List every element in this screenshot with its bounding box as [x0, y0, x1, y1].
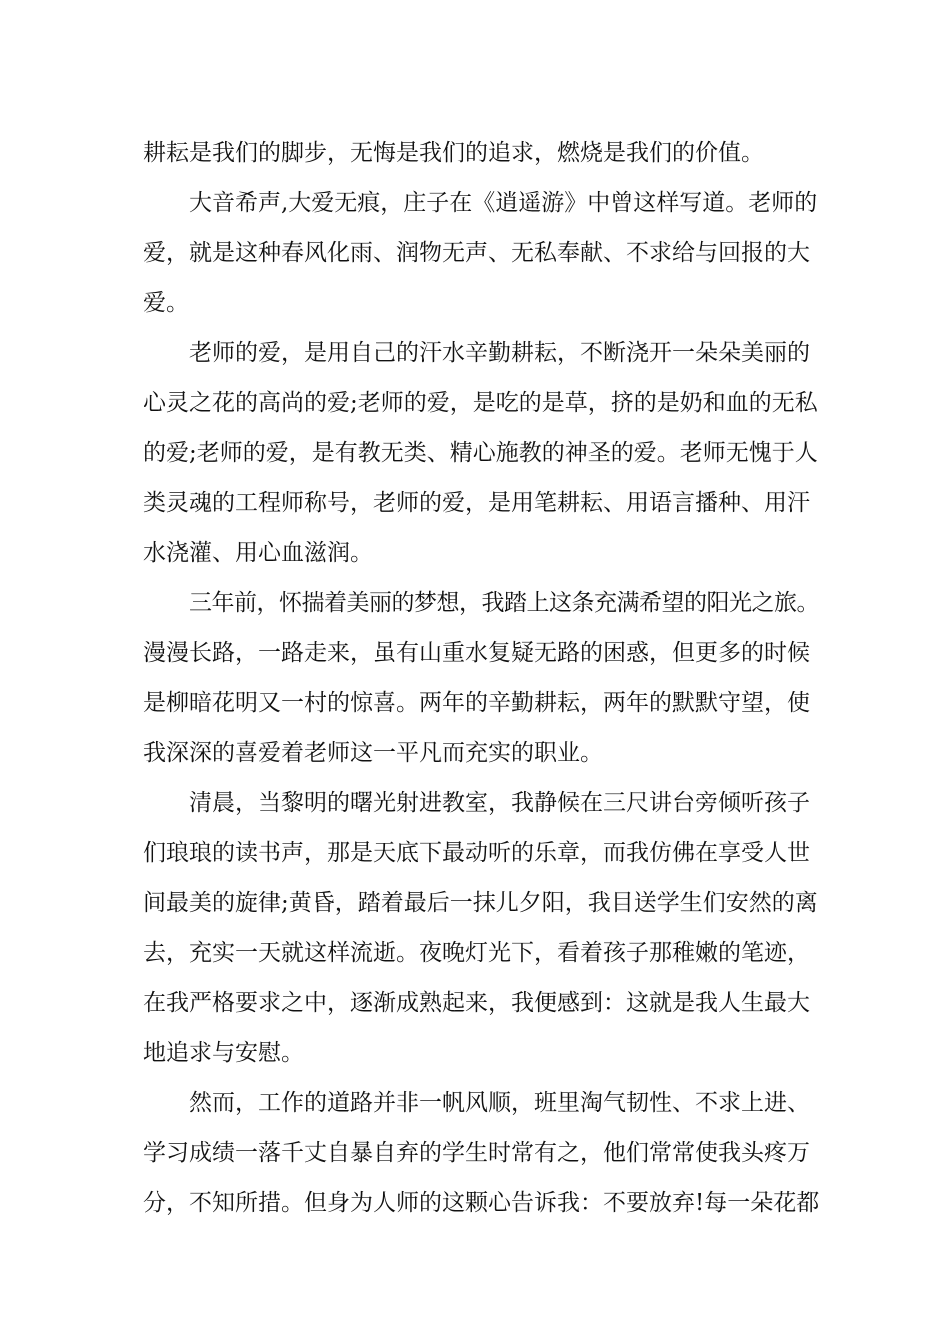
text-line: 学习成绩一落千丈自暴自弃的学生时常有之，他们常常使我头疼万 [143, 1140, 810, 1166]
text-line: 漫漫长路，一路走来，虽有山重水复疑无路的困惑，但更多的时候 [143, 640, 810, 666]
text-line: 心灵之花的高尚的爱;老师的爱，是吃的是草，挤的是奶和血的无私 [143, 390, 818, 416]
text-line: 在我严格要求之中，逐渐成熟起来，我便感到：这就是我人生最大 [143, 990, 810, 1016]
text-line: 水浇灌、用心血滋润。 [143, 540, 373, 566]
text-line: 分，不知所措。但身为人师的这颗心告诉我：不要放弃!每一朵花都 [143, 1190, 820, 1216]
text-line: 耕耘是我们的脚步，无悔是我们的追求，燃烧是我们的价值。 [143, 140, 764, 166]
text-line: 然而，工作的道路并非一帆风顺，班里淘气韧性、不求上进、 [189, 1090, 810, 1116]
text-line: 们琅琅的读书声，那是天底下最动听的乐章，而我仿佛在享受人世 [143, 840, 810, 866]
text-line: 爱。 [143, 290, 189, 316]
document-body [143, 128, 823, 1228]
text-line: 清晨，当黎明的曙光射进教室，我静候在三尺讲台旁倾听孩子 [189, 790, 810, 816]
text-line: 老师的爱，是用自己的汗水辛勤耕耘，不断浇开一朵朵美丽的 [189, 340, 810, 366]
text-line: 我深深的喜爱着老师这一平凡而充实的职业。 [143, 740, 603, 766]
text-line: 大音希声,大爱无痕，庄子在《逍遥游》中曾这样写道。老师的 [189, 190, 818, 216]
text-line: 类灵魂的工程师称号，老师的爱，是用笔耕耘、用语言播种、用汗 [143, 490, 810, 516]
text-line: 的爱;老师的爱，是有教无类、精心施教的神圣的爱。老师无愧于人 [143, 440, 818, 466]
text-line: 三年前，怀揣着美丽的梦想，我踏上这条充满希望的阳光之旅。 [189, 590, 819, 616]
text-line: 间最美的旋律;黄昏，踏着最后一抹儿夕阳，我目送学生们安然的离 [143, 890, 818, 916]
text-line: 去，充实一天就这样流逝。夜晚灯光下，看着孩子那稚嫩的笔迹， [143, 940, 810, 966]
text-line: 爱，就是这种春风化雨、润物无声、无私奉献、不求给与回报的大 [143, 240, 810, 266]
text-line: 地追求与安慰。 [143, 1040, 304, 1066]
text-line: 是柳暗花明又一村的惊喜。两年的辛勤耕耘，两年的默默守望，使 [143, 690, 810, 716]
